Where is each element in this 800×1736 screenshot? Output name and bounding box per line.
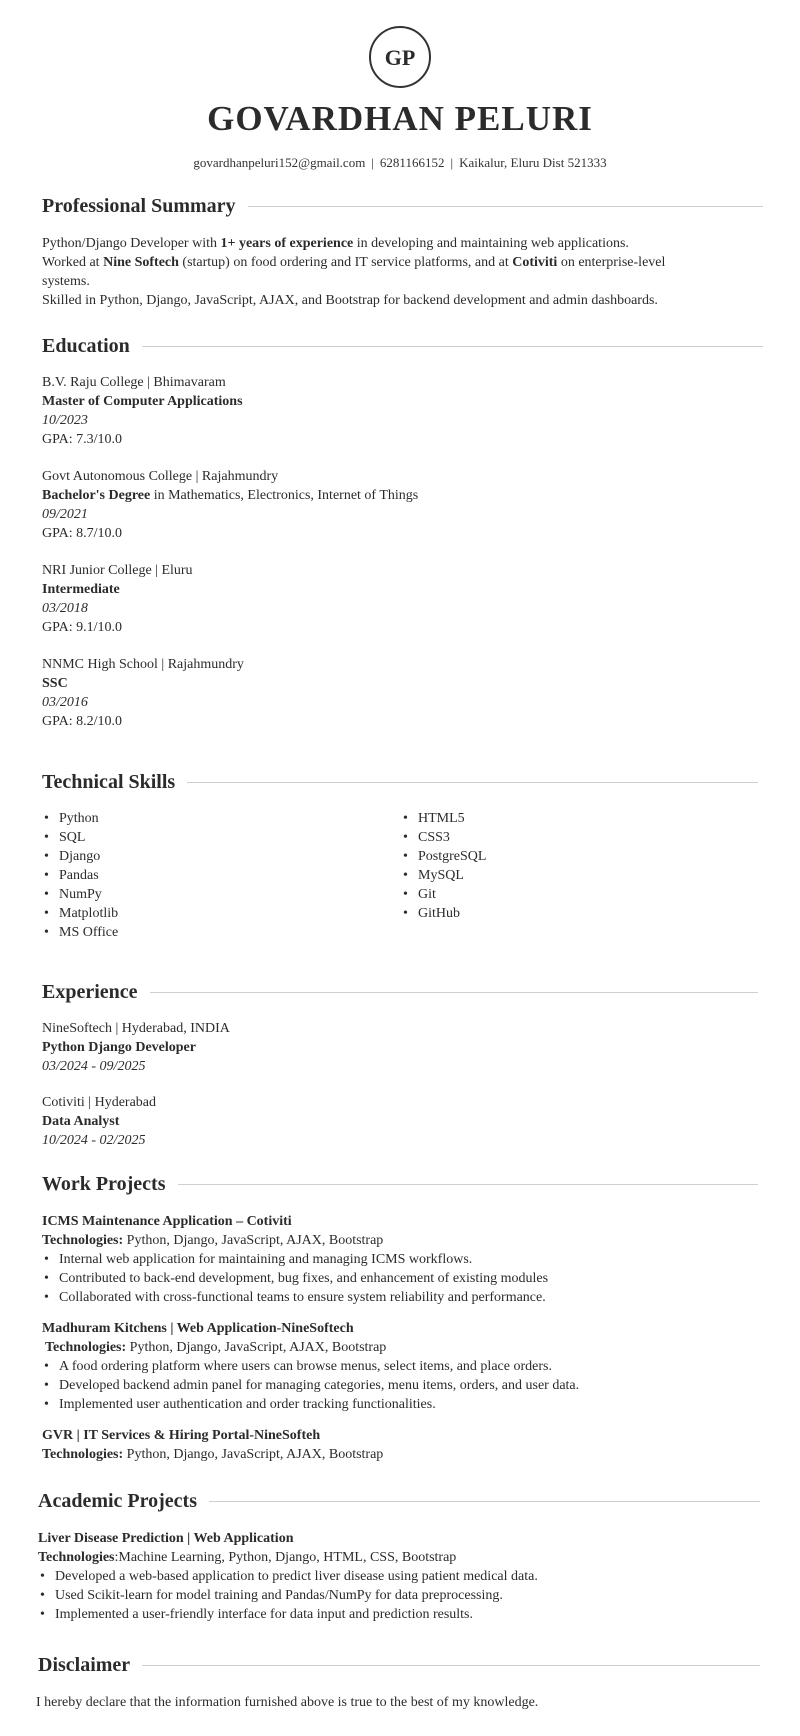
section-rule bbox=[248, 206, 763, 207]
project-bullets bbox=[38, 1567, 538, 1624]
list-item: • NumPy bbox=[42, 885, 118, 904]
education-item bbox=[42, 467, 418, 543]
monogram-badge: GP bbox=[369, 26, 431, 88]
text: Python, Django, JavaScript, AJAX, Bootstrap bbox=[123, 1447, 384, 1462]
text: 1+ years of experience bbox=[220, 236, 354, 251]
list-item: • PostgreSQL bbox=[401, 847, 486, 866]
job-dates: 10/2024 - 02/2025 bbox=[42, 1133, 146, 1148]
job-dates: 03/2024 - 09/2025 bbox=[42, 1059, 146, 1074]
date: 10/2023 bbox=[42, 413, 88, 428]
gpa: GPA: 9.1/10.0 bbox=[42, 620, 123, 635]
list-item: • Python bbox=[42, 809, 118, 828]
section-header-disclaimer bbox=[38, 1652, 760, 1678]
project-tech bbox=[42, 1338, 579, 1357]
section-header-work-projects bbox=[42, 1171, 758, 1197]
candidate-name: GOVARDHAN PELURI bbox=[207, 99, 593, 138]
project-title: ICMS Maintenance Application – Cotiviti bbox=[42, 1214, 292, 1229]
degree bbox=[42, 580, 193, 599]
list-item: • Collaborated with cross-functional teams to ensure system reliability and performance. bbox=[42, 1288, 548, 1307]
school-name: NRI Junior College | Eluru bbox=[42, 563, 193, 578]
text: Cotiviti bbox=[512, 255, 558, 270]
list-item: • Internal web application for maintaining and managing ICMS workflows. bbox=[42, 1250, 548, 1269]
gpa: GPA: 7.3/10.0 bbox=[42, 432, 123, 447]
text: :Machine Learning, Python, Django, HTML, CSS, Bootstrap bbox=[114, 1550, 457, 1565]
date: 03/2016 bbox=[42, 695, 88, 710]
project-title: Madhuram Kitchens | Web Application-NineSoftech bbox=[42, 1321, 354, 1336]
work-project bbox=[42, 1319, 579, 1414]
job-role: Python Django Developer bbox=[42, 1040, 196, 1055]
project-title: GVR | IT Services & Hiring Portal-NineSofteh bbox=[42, 1428, 321, 1443]
school-name: NNMC High School | Rajahmundry bbox=[42, 657, 244, 672]
summary-text bbox=[42, 234, 772, 310]
education-item bbox=[42, 561, 193, 637]
section-header-experience bbox=[42, 979, 758, 1005]
list-item: • MS Office bbox=[42, 923, 118, 942]
text: Bachelor's Degree bbox=[42, 488, 151, 503]
text: Technologies: bbox=[42, 1233, 124, 1248]
list-item: • Git bbox=[401, 885, 486, 904]
academic-project bbox=[38, 1529, 538, 1624]
text: in developing and maintaining web applications. bbox=[353, 236, 629, 251]
text: Technologies: bbox=[45, 1340, 127, 1355]
text: Worked at bbox=[42, 255, 104, 270]
list-item: • Implemented user authentication and order tracking functionalities. bbox=[42, 1395, 579, 1414]
section-rule bbox=[187, 782, 758, 783]
email-text: govardhanpeluri152@gmail.com bbox=[193, 155, 366, 170]
date: 03/2018 bbox=[42, 601, 88, 616]
section-title: Academic Projects bbox=[38, 1490, 198, 1512]
separator: | bbox=[450, 155, 454, 170]
degree bbox=[42, 486, 418, 505]
text: (startup) on food ordering and IT service platforms, and at bbox=[178, 255, 513, 270]
section-rule bbox=[150, 992, 758, 993]
date: 09/2021 bbox=[42, 507, 88, 522]
section-rule bbox=[142, 346, 763, 347]
summary-line: Skilled in Python, Django, JavaScript, AJAX, and Bootstrap for backend development and admin dashboards. bbox=[42, 293, 658, 308]
project-tech bbox=[42, 1231, 548, 1250]
school-name: B.V. Raju College | Bhimavaram bbox=[42, 375, 226, 390]
text: Python, Django, JavaScript, AJAX, Bootstrap bbox=[126, 1340, 387, 1355]
text: on enterprise-level bbox=[557, 255, 666, 270]
phone-text: 6281166152 bbox=[379, 155, 445, 170]
section-rule bbox=[142, 1665, 760, 1666]
section-rule bbox=[209, 1501, 760, 1502]
text: Technologies: bbox=[42, 1447, 124, 1462]
text: SSC bbox=[42, 676, 68, 691]
list-item: • Used Scikit-learn for model training and Pandas/NumPy for data preprocessing. bbox=[38, 1586, 538, 1605]
section-header-education bbox=[42, 333, 763, 359]
text: Python, Django, JavaScript, AJAX, Bootstrap bbox=[123, 1233, 384, 1248]
project-bullets bbox=[42, 1357, 579, 1414]
list-item: • Developed backend admin panel for managing categories, menu items, orders, and user data. bbox=[42, 1376, 579, 1395]
list-item: • SQL bbox=[42, 828, 118, 847]
project-title: Liver Disease Prediction | Web Application bbox=[38, 1531, 294, 1546]
work-project bbox=[42, 1212, 548, 1307]
text: Technologies bbox=[38, 1550, 115, 1565]
section-rule bbox=[178, 1184, 759, 1185]
degree bbox=[42, 392, 243, 411]
text: Python/Django Developer with bbox=[42, 236, 221, 251]
separator: | bbox=[371, 155, 374, 170]
section-title: Disclaimer bbox=[38, 1654, 131, 1676]
section-header-skills bbox=[42, 769, 758, 795]
section-title: Professional Summary bbox=[42, 195, 236, 217]
list-item: • GitHub bbox=[401, 904, 486, 923]
skills-list-right bbox=[401, 809, 486, 923]
list-item: • Developed a web-based application to predict liver disease using patient medical data. bbox=[38, 1567, 538, 1586]
education-item bbox=[42, 373, 243, 449]
list-item: • CSS3 bbox=[401, 828, 486, 847]
text: Nine Softech bbox=[103, 255, 179, 270]
text: Master of Computer Applications bbox=[42, 394, 243, 409]
project-bullets bbox=[42, 1250, 548, 1307]
text: in Mathematics, Electronics, Internet of Things bbox=[150, 488, 419, 503]
gpa: GPA: 8.2/10.0 bbox=[42, 714, 123, 729]
section-title: Education bbox=[42, 335, 130, 357]
company-name: Cotiviti | Hyderabad bbox=[42, 1095, 157, 1110]
location-text: Kaikalur, Eluru Dist 521333 bbox=[459, 155, 607, 170]
summary-line bbox=[42, 253, 772, 272]
list-item: • Implemented a user-friendly interface for data input and prediction results. bbox=[38, 1605, 538, 1624]
list-item: • A food ordering platform where users can browse menus, select items, and place orders. bbox=[42, 1357, 579, 1376]
project-tech bbox=[38, 1548, 538, 1567]
skills-list-left bbox=[42, 809, 118, 942]
work-project bbox=[42, 1426, 383, 1464]
disclaimer-text: I hereby declare that the information furnished above is true to the best of my knowledge. bbox=[36, 1695, 539, 1710]
section-header-summary bbox=[42, 193, 763, 219]
section-title: Work Projects bbox=[42, 1173, 166, 1195]
section-header-academic-projects bbox=[38, 1488, 760, 1514]
job-role: Data Analyst bbox=[42, 1114, 120, 1129]
education-item bbox=[42, 655, 244, 731]
project-tech bbox=[42, 1445, 383, 1464]
list-item: • Matplotlib bbox=[42, 904, 118, 923]
experience-item bbox=[42, 1019, 230, 1076]
list-item: • MySQL bbox=[401, 866, 486, 885]
section-title: Experience bbox=[42, 981, 138, 1003]
contact-line bbox=[0, 153, 800, 172]
school-name: Govt Autonomous College | Rajahmundry bbox=[42, 469, 279, 484]
experience-item bbox=[42, 1093, 156, 1150]
text: Intermediate bbox=[42, 582, 120, 597]
summary-line: systems. bbox=[42, 274, 90, 289]
summary-line bbox=[42, 234, 772, 253]
section-title: Technical Skills bbox=[42, 771, 176, 793]
list-item: • HTML5 bbox=[401, 809, 486, 828]
degree bbox=[42, 674, 244, 693]
gpa: GPA: 8.7/10.0 bbox=[42, 526, 123, 541]
list-item: • Django bbox=[42, 847, 118, 866]
list-item: • Pandas bbox=[42, 866, 118, 885]
company-name: NineSoftech | Hyderabad, INDIA bbox=[42, 1021, 230, 1036]
list-item: • Contributed to back-end development, bug fixes, and enhancement of existing modules bbox=[42, 1269, 548, 1288]
